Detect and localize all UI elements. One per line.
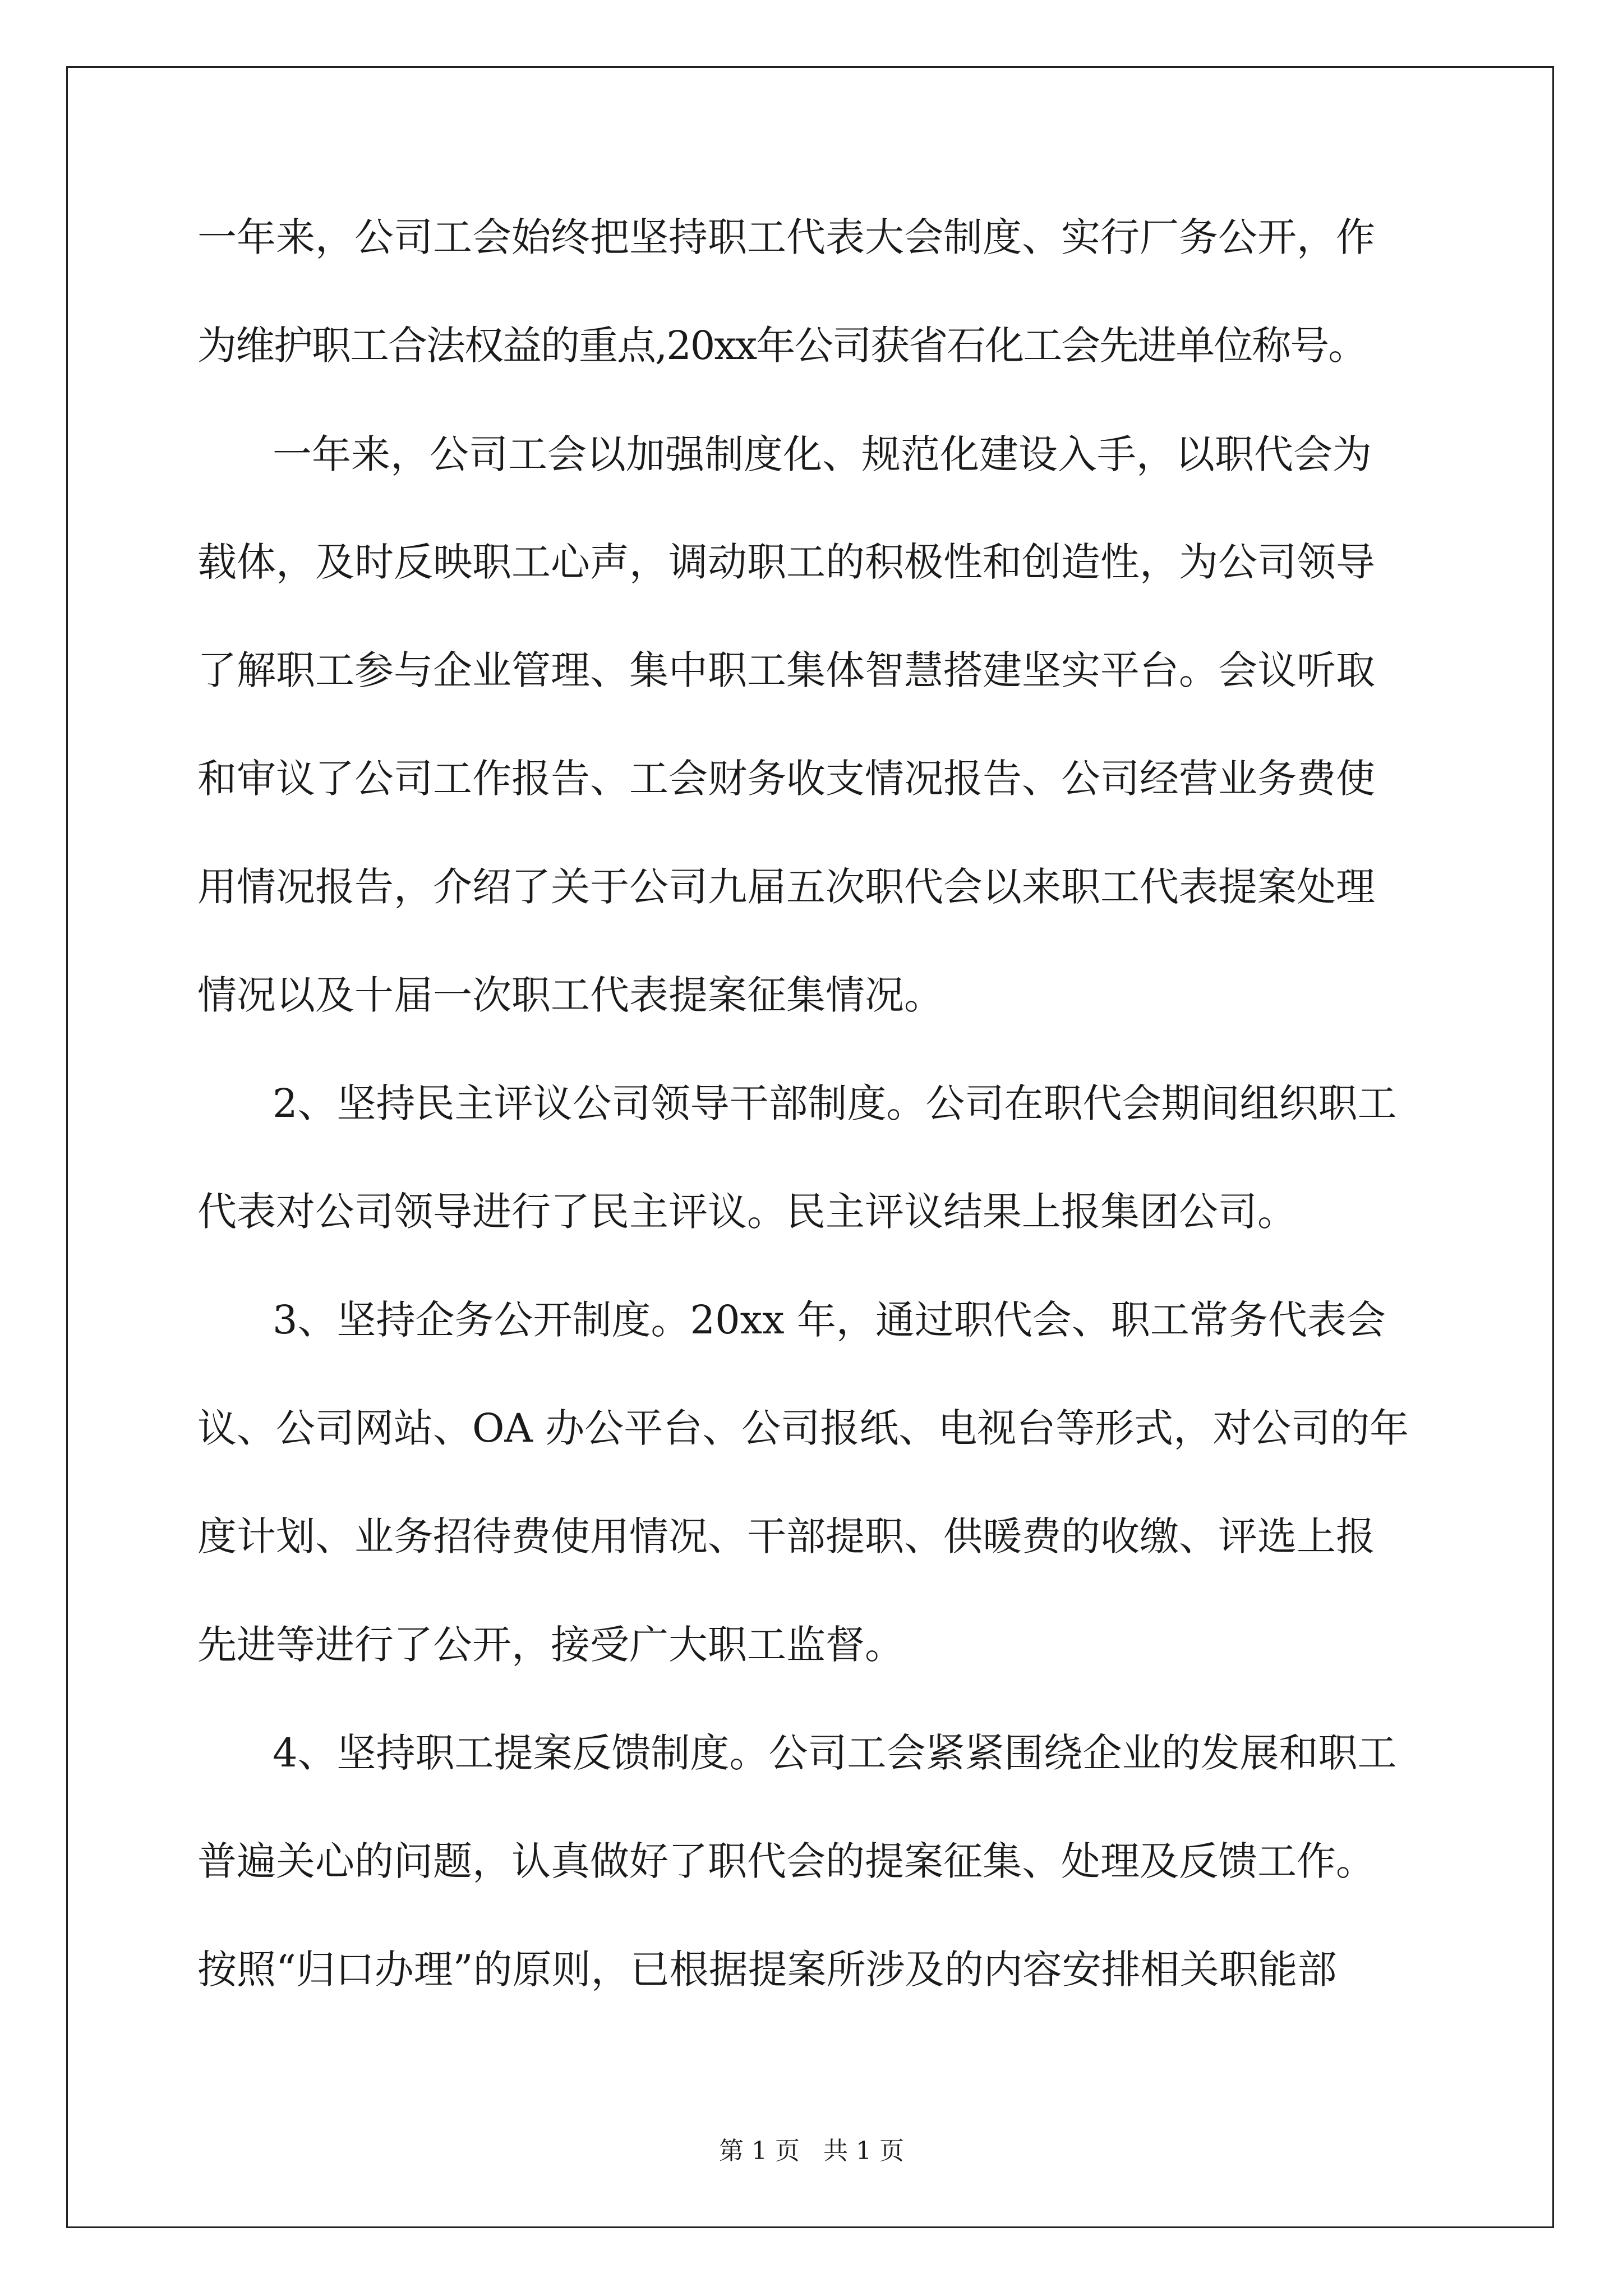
text-line: 先进等进行了公开，接受广大职工监督。 <box>197 1622 904 1668</box>
text-line: 用情况报告，介绍了关于公司九届五次职代会以来职工代表提案处理 <box>197 864 1375 910</box>
text-line: 3、坚持企务公开制度。20xx 年，通过职代会、职工常务代表会 <box>273 1297 1386 1343</box>
text-line: 情况以及十届一次职工代表提案征集情况。 <box>197 972 943 1018</box>
text-line: 度计划、业务招待费使用情况、干部提职、供暖费的收缴、评选上报 <box>197 1513 1375 1559</box>
text-line: 了解职工参与企业管理、集中职工集体智慧搭建坚实平台。会议听取 <box>197 647 1375 693</box>
text-line: 和审议了公司工作报告、工会财务收支情况报告、公司经营业务费使 <box>197 756 1375 802</box>
page-number-footer: 第 1 页 共 1 页 <box>719 2137 904 2165</box>
text-line: 代表对公司领导进行了民主评议。民主评议结果上报集团公司。 <box>197 1189 1297 1235</box>
text-line: 议、公司网站、OA 办公平台、公司报纸、电视台等形式，对公司的年 <box>197 1405 1409 1451</box>
text-line: 4、坚持职工提案反馈制度。公司工会紧紧围绕企业的发展和职工 <box>273 1730 1397 1776</box>
text-line: 为维护职工合法权益的重点,20xx年公司获省石化工会先进单位称号。 <box>197 323 1367 369</box>
page-frame <box>66 66 1554 2228</box>
text-line: 一年来，公司工会始终把坚持职工代表大会制度、实行厂务公开，作 <box>197 214 1375 260</box>
text-line: 按照“归口办理”的原则，已根据提案所涉及的内容安排相关职能部 <box>197 1947 1337 1993</box>
text-line: 载体，及时反映职工心声，调动职工的积极性和创造性，为公司领导 <box>197 539 1375 585</box>
text-line: 2、坚持民主评议公司领导干部制度。公司在职代会期间组织职工 <box>273 1080 1397 1126</box>
text-line: 普遍关心的问题，认真做好了职代会的提案征集、处理及反馈工作。 <box>197 1838 1375 1884</box>
text-line: 一年来，公司工会以加强制度化、规范化建设入手，以职代会为 <box>273 431 1372 477</box>
